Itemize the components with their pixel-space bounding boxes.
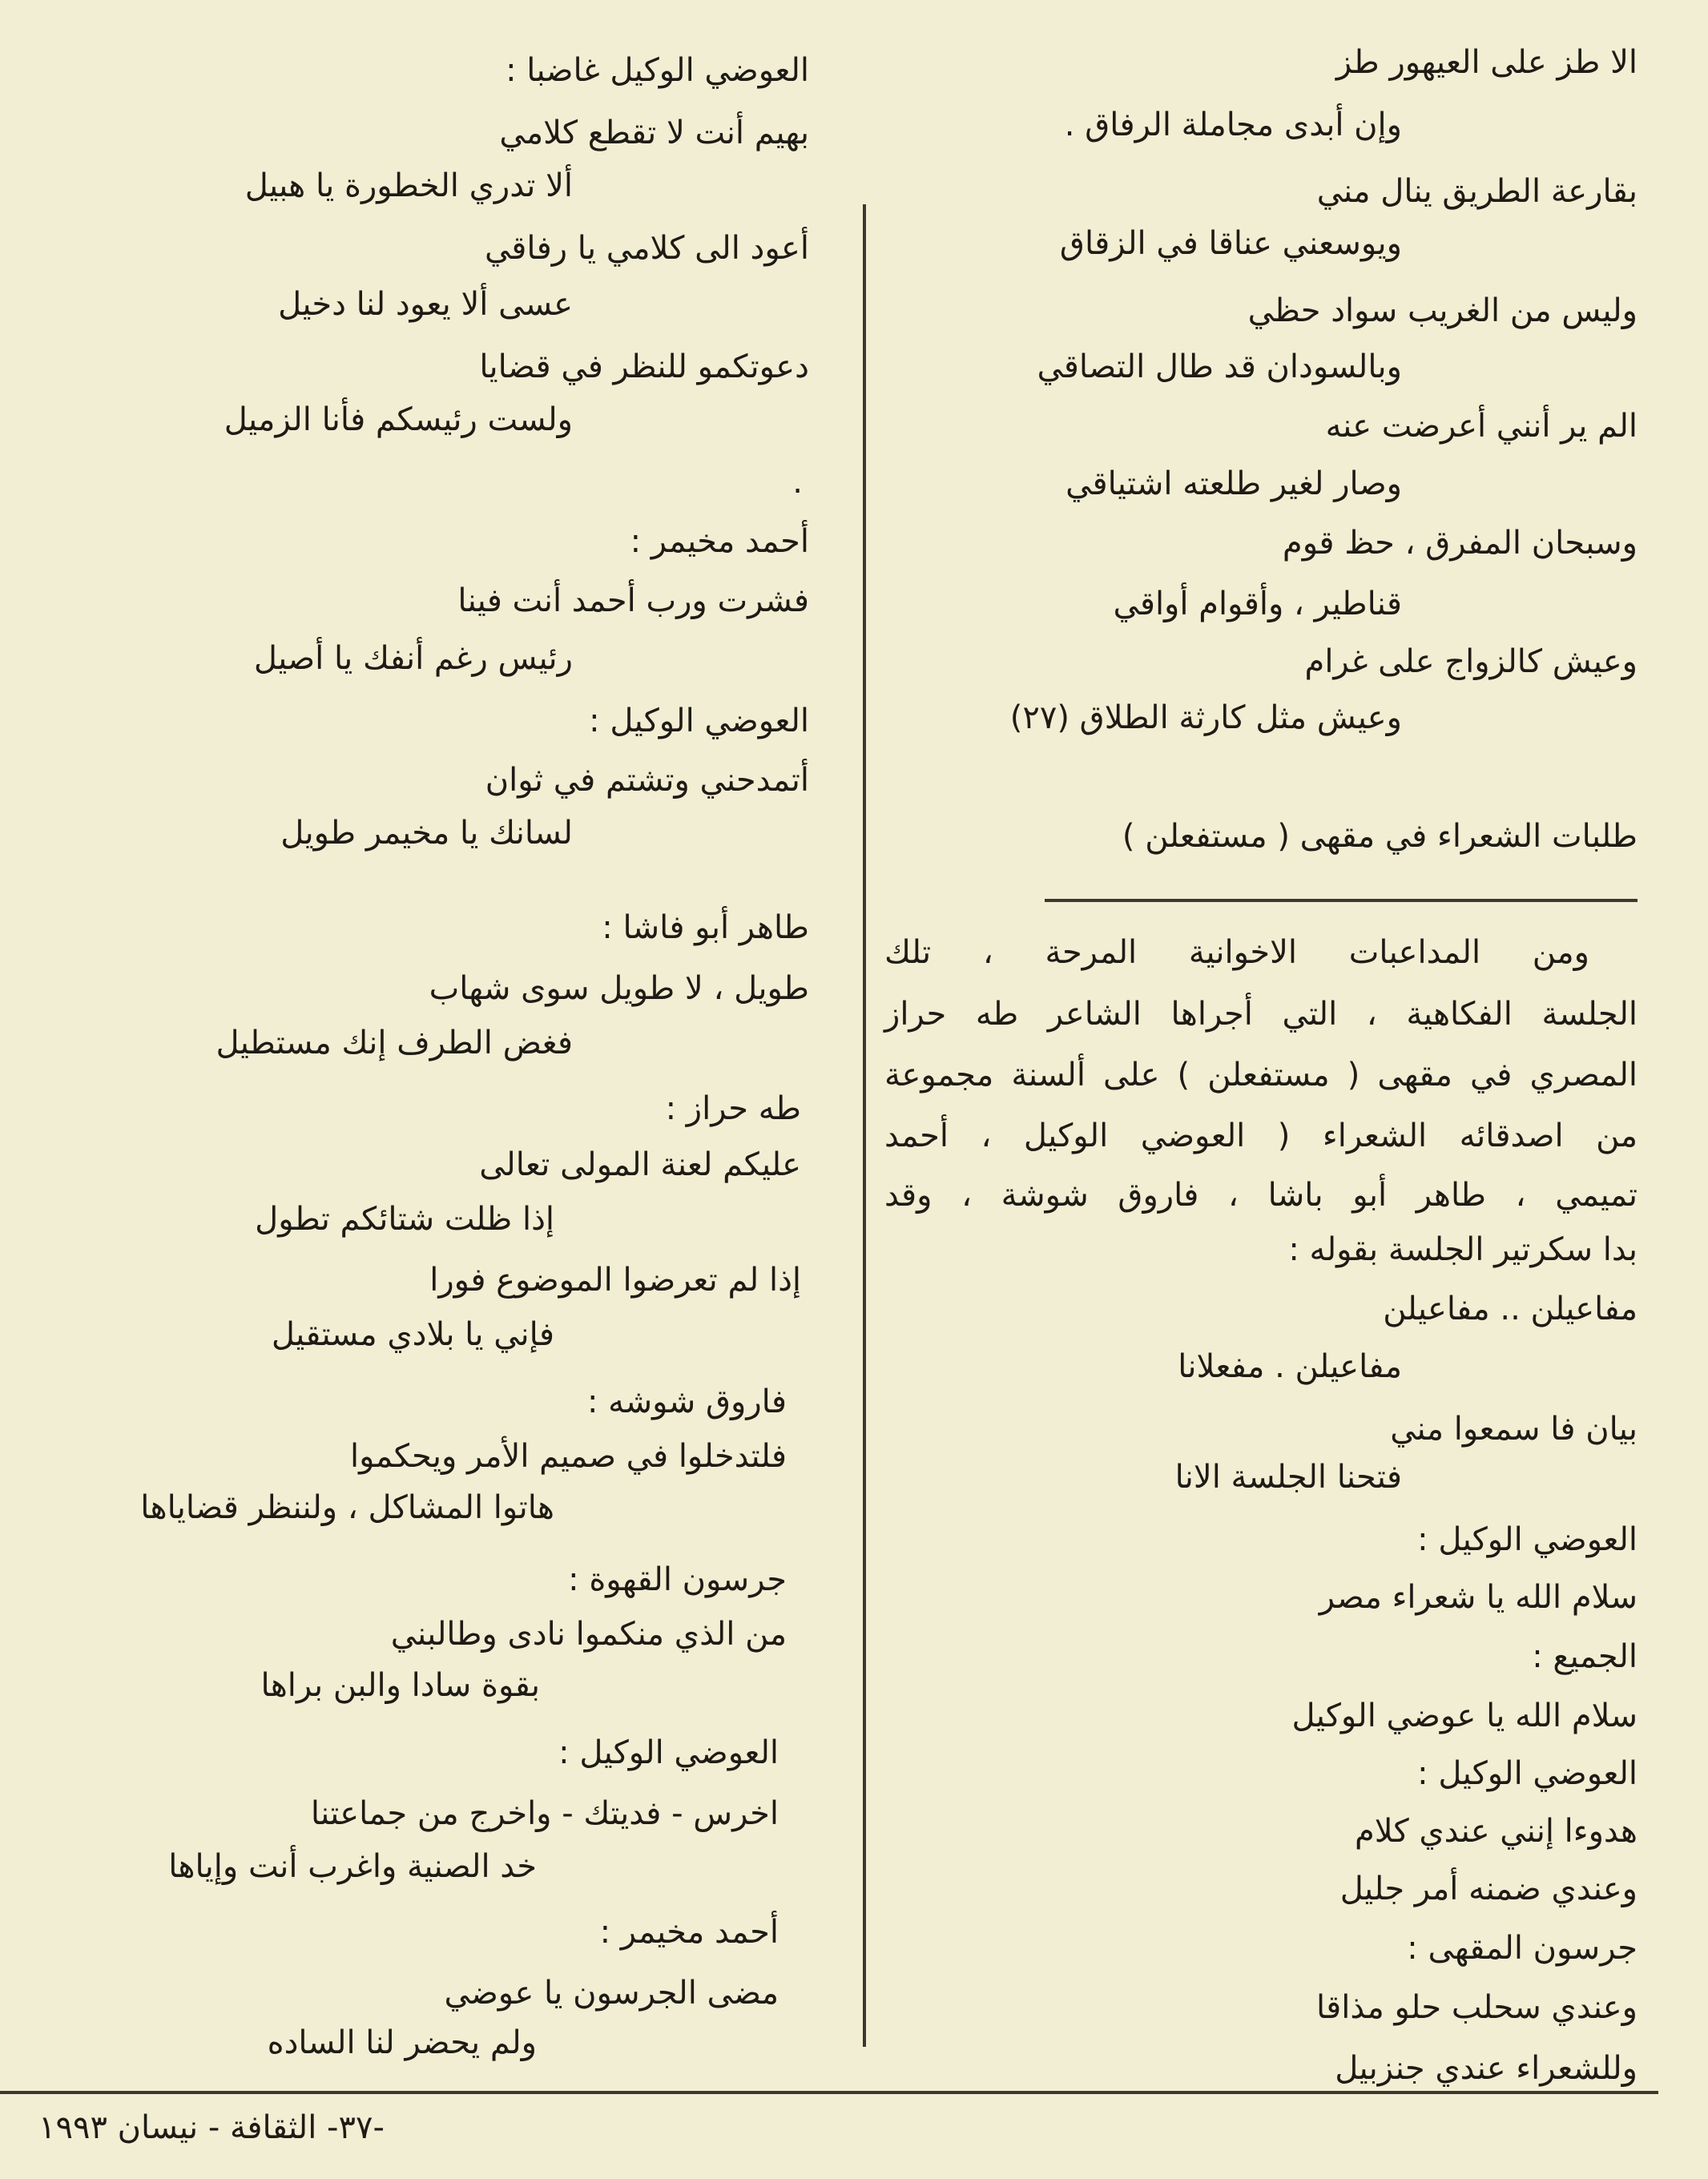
speaker-label: فاروق شوشه :	[586, 1384, 787, 1420]
verse-line: هاتوا المشاكل ، ولننظر قضاياها	[140, 1489, 554, 1526]
dialogue-line: فتحنا الجلسة الانا	[1174, 1459, 1402, 1496]
speaker-label: جرسون المقهى :	[1407, 1930, 1638, 1967]
section-heading: طلبات الشعراء في مقهى ( مستفعلن )	[1122, 818, 1638, 855]
speaker-label: العوضي الوكيل :	[589, 703, 809, 739]
poem-line: الا طز على العيهور طز	[1335, 44, 1638, 81]
prose-line: المصري في مقهى ( مستفعلن ) على ألسنة مجموعة	[884, 1057, 1638, 1094]
poem-line: وليس من الغريب سواد حظي	[1247, 292, 1638, 329]
footer-rule	[0, 2091, 1658, 2094]
prose-line: تميمي ، طاهر أبو باشا ، فاروق شوشة ، وقد	[884, 1177, 1638, 1214]
speaker-label: جرسون القهوة :	[568, 1561, 787, 1598]
verse-line: ولم يحضر لنا الساده	[267, 2024, 537, 2061]
poem-line: قناطير ، وأقوام أواقي	[1113, 586, 1402, 622]
verse-line: عسى ألا يعود لنا دخيل	[278, 286, 573, 323]
speaker-label: طاهر أبو فاشا :	[602, 909, 809, 946]
poem-line: وإن أبدى مجاملة الرفاق .	[1064, 107, 1402, 143]
dialogue-line: مفاعيلن . مفعلانا	[1178, 1348, 1402, 1385]
prose-line: من اصدقائه الشعراء ( العوضي الوكيل ، أحمد	[884, 1118, 1638, 1154]
poem-line: وعيش كالزواج على غرام	[1304, 643, 1638, 680]
speaker-label: العوضي الوكيل :	[558, 1734, 779, 1771]
verse-line: فغض الطرف إنك مستطيل	[216, 1025, 573, 1061]
poem-line: الم ير أنني أعرضت عنه	[1325, 408, 1638, 445]
verse-line: ألا تدري الخطورة يا هبيل	[244, 167, 573, 204]
speaker-label: العوضي الوكيل :	[1417, 1521, 1638, 1558]
column-divider	[863, 204, 866, 2047]
verse-line: فلتدخلوا في صميم الأمر ويحكموا	[350, 1438, 787, 1475]
verse-line: خد الصنية واغرب أنت وإياها	[168, 1848, 537, 1885]
verse-line: رئيس رغم أنفك يا أصيل	[253, 640, 573, 677]
dialogue-line: مفاعيلن .. مفاعيلن	[1383, 1291, 1638, 1327]
separator-dot: .	[792, 464, 803, 501]
verse-line: فإني يا بلادي مستقيل	[271, 1316, 554, 1353]
speaker-label: أحمد مخيمر :	[599, 1914, 779, 1951]
verse-line: بقوة سادا والبن براها	[260, 1667, 540, 1704]
verse-line: فشرت ورب أحمد أنت فينا	[457, 582, 809, 619]
poem-line: وصار لغير طلعته اشتياقي	[1065, 465, 1402, 502]
verse-line: إذا لم تعرضوا الموضوع فورا	[429, 1262, 801, 1299]
verse-line: دعوتكمو للنظر في قضايا	[479, 348, 809, 385]
poem-line: وبالسودان قد طال التصاقي	[1037, 348, 1402, 385]
dialogue-line: سلام الله يا شعراء مصر	[1319, 1579, 1638, 1616]
prose-line: الجلسة الفكاهية ، التي أجراها الشاعر طه حراز	[884, 996, 1638, 1033]
dialogue-line: وعندي ضمنه أمر جليل	[1339, 1871, 1638, 1907]
speaker-label: الجميع :	[1532, 1638, 1638, 1675]
verse-line: بهيم أنت لا تقطع كلامي	[499, 115, 809, 151]
verse-line: مضى الجرسون يا عوضي	[444, 1975, 779, 2012]
verse-line: طويل ، لا طويل سوى شهاب	[429, 970, 809, 1007]
poem-line: وسبحان المفرق ، حظ قوم	[1282, 525, 1638, 562]
verse-line: ولست رئيسكم فأنا الزميل	[224, 401, 573, 438]
verse-line: لسانك يا مخيمر طويل	[280, 815, 573, 852]
heading-rule	[1045, 899, 1638, 902]
verse-line: اخرس - فديتك - واخرج من جماعتنا	[310, 1795, 779, 1832]
page-footer: -٣٧- الثقافة - نيسان ١٩٩٣	[38, 2109, 385, 2146]
dialogue-line: وعندي سحلب حلو مذاقا	[1315, 1989, 1638, 2026]
speaker-label: العوضي الوكيل :	[1417, 1755, 1638, 1792]
verse-line: من الذي منكموا نادى وطالبني	[390, 1616, 787, 1653]
speaker-label: أحمد مخيمر :	[630, 523, 809, 560]
dialogue-line: سلام الله يا عوضي الوكيل	[1291, 1698, 1638, 1734]
verse-line: أتمدحني وتشتم في ثوان	[485, 762, 809, 799]
prose-line: بدا سكرتير الجلسة بقوله :	[1288, 1231, 1638, 1268]
verse-line: عليكم لعنة المولى تعالى	[479, 1146, 801, 1183]
poem-line: ويوسعني عناقا في الزقاق	[1059, 225, 1402, 262]
speaker-label: العوضي الوكيل غاضبا :	[506, 52, 809, 89]
speaker-label: طه حراز :	[665, 1090, 801, 1127]
prose-line: ومن المداعبات الاخوانية المرحة ، تلك	[884, 934, 1589, 971]
verse-line: إذا ظلت شتائكم تطول	[255, 1201, 554, 1238]
dialogue-line: وللشعراء عندي جنزبيل	[1335, 2050, 1638, 2087]
dialogue-line: بيان فا سمعوا مني	[1390, 1411, 1638, 1448]
poem-line: وعيش مثل كارثة الطلاق (٢٧)	[1009, 699, 1402, 736]
verse-line: أعود الى كلامي يا رفاقي	[484, 230, 809, 267]
dialogue-line: هدوءا إنني عندي كلام	[1354, 1813, 1638, 1850]
poem-line: بقارعة الطريق ينال مني	[1316, 173, 1638, 210]
